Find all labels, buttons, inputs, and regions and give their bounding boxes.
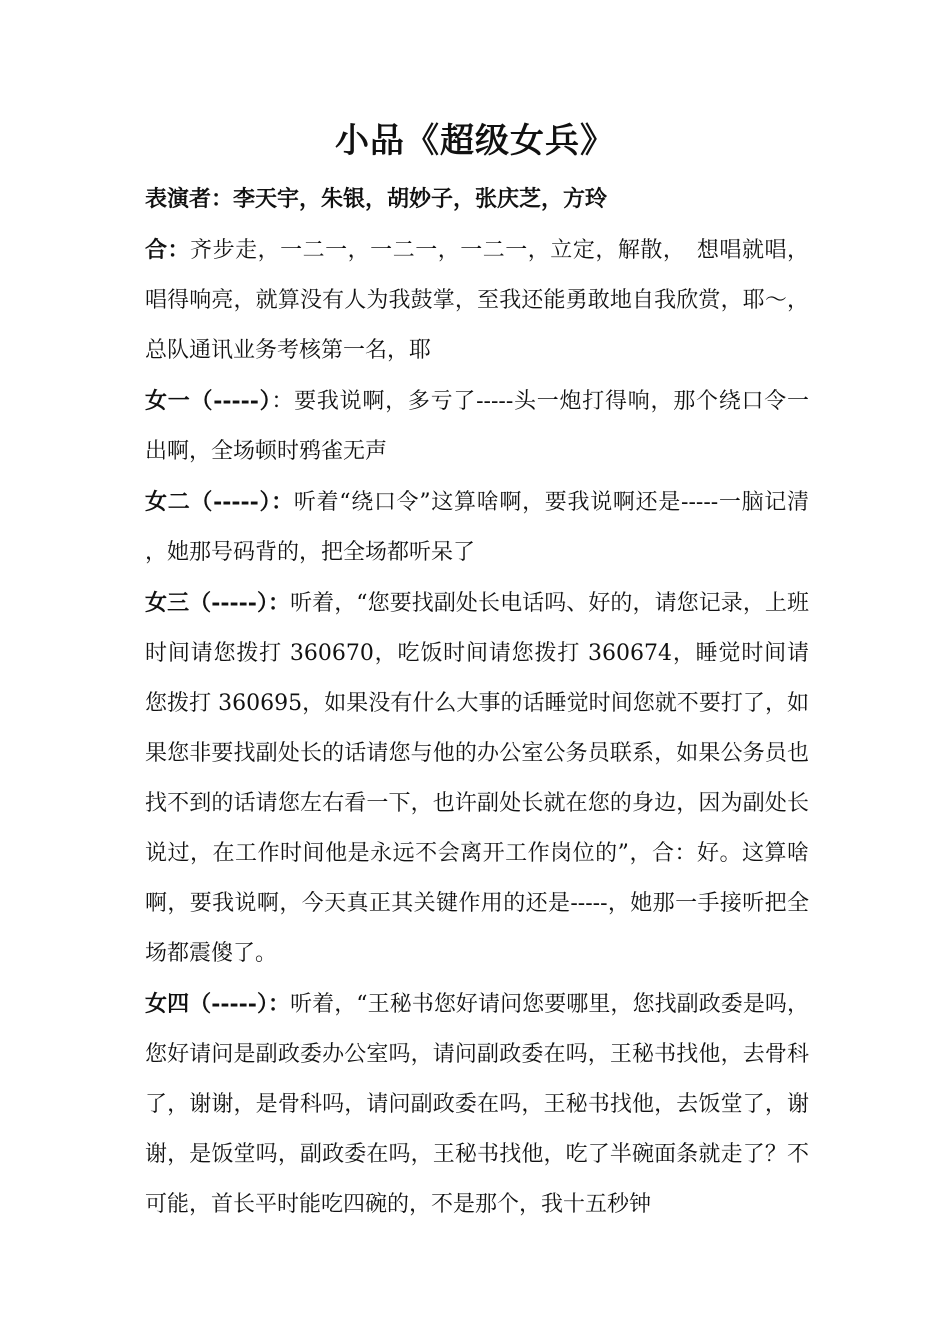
performers-line bbox=[145, 174, 809, 225]
paragraph-woman-four bbox=[145, 979, 809, 1230]
speaker-label: 女二（-----）： bbox=[145, 489, 294, 515]
speaker-label: 女三（-----）： bbox=[145, 590, 291, 616]
paragraph-text: 听着，“王秘书您好请问您要哪里，您找副政委是吗，您好请问是副政委办公室吗，请问副政委在吗，王秘书找他，去骨科了，谢谢，是骨科吗，请问副政委在吗，王秘书找他，去饭堂了，谢谢，是饭堂吗，副政委在吗，王秘书找他，吃了半碗面条就走了？不可能，首长平时能吃四碗的，不是那个，我十五秒钟 bbox=[145, 992, 810, 1217]
paragraph-text: ：要我说啊，多亏了-----头一炮打得响，那个绕口令一出啊，全场顿时鸦雀无声 bbox=[145, 389, 809, 464]
performers-names: 李天宇，朱银，胡妙子，张庆芝，方玲 bbox=[233, 186, 608, 212]
paragraph-woman-one bbox=[145, 376, 809, 477]
paragraph-chorus bbox=[145, 225, 809, 376]
performers-label: 表演者： bbox=[145, 186, 234, 212]
paragraph-text: 听着“绕口令”这算啥啊，要我说啊还是-----一脑记清 ，她那号码背的，把全场都听呆了 bbox=[145, 490, 809, 565]
document-body bbox=[145, 174, 809, 1230]
speaker-label: 合： bbox=[145, 237, 191, 263]
paragraph-text: 齐步走，一二一，一二一，一二一，立定，解散， 想唱就唱，唱得响亮，就算没有人为我鼓掌，至我还能勇敢地自我欣赏，耶～，总队通讯业务考核第一名，耶 bbox=[145, 238, 809, 363]
paragraph-text: 听着，“您要找副处长电话吗、好的，请您记录，上班时间请您拨打 360670，吃饭时间请您拨打 360674，睡觉时间请您拨打 360695，如果没有什么大事的话睡觉时间您就不要打了，如果您非要找副处长的话请您与他的办公室公务员联系，如果公务员也找不到的话请您左右看一下，也许副处长就在您的身边，因为副处长说过，在工作时间他是永远不会离开工作岗位的”，合：好。这算啥啊，要我说啊，今天真正其关键作用的还是-----，她那一手接听把全场都震傻了。 bbox=[145, 591, 810, 966]
speaker-label: 女一（-----） bbox=[145, 388, 272, 414]
speaker-label: 女四（-----）： bbox=[145, 991, 291, 1017]
paragraph-woman-three bbox=[145, 578, 809, 979]
document-title: 小品《超级女兵》 bbox=[335, 121, 615, 161]
paragraph-woman-two bbox=[145, 477, 809, 578]
